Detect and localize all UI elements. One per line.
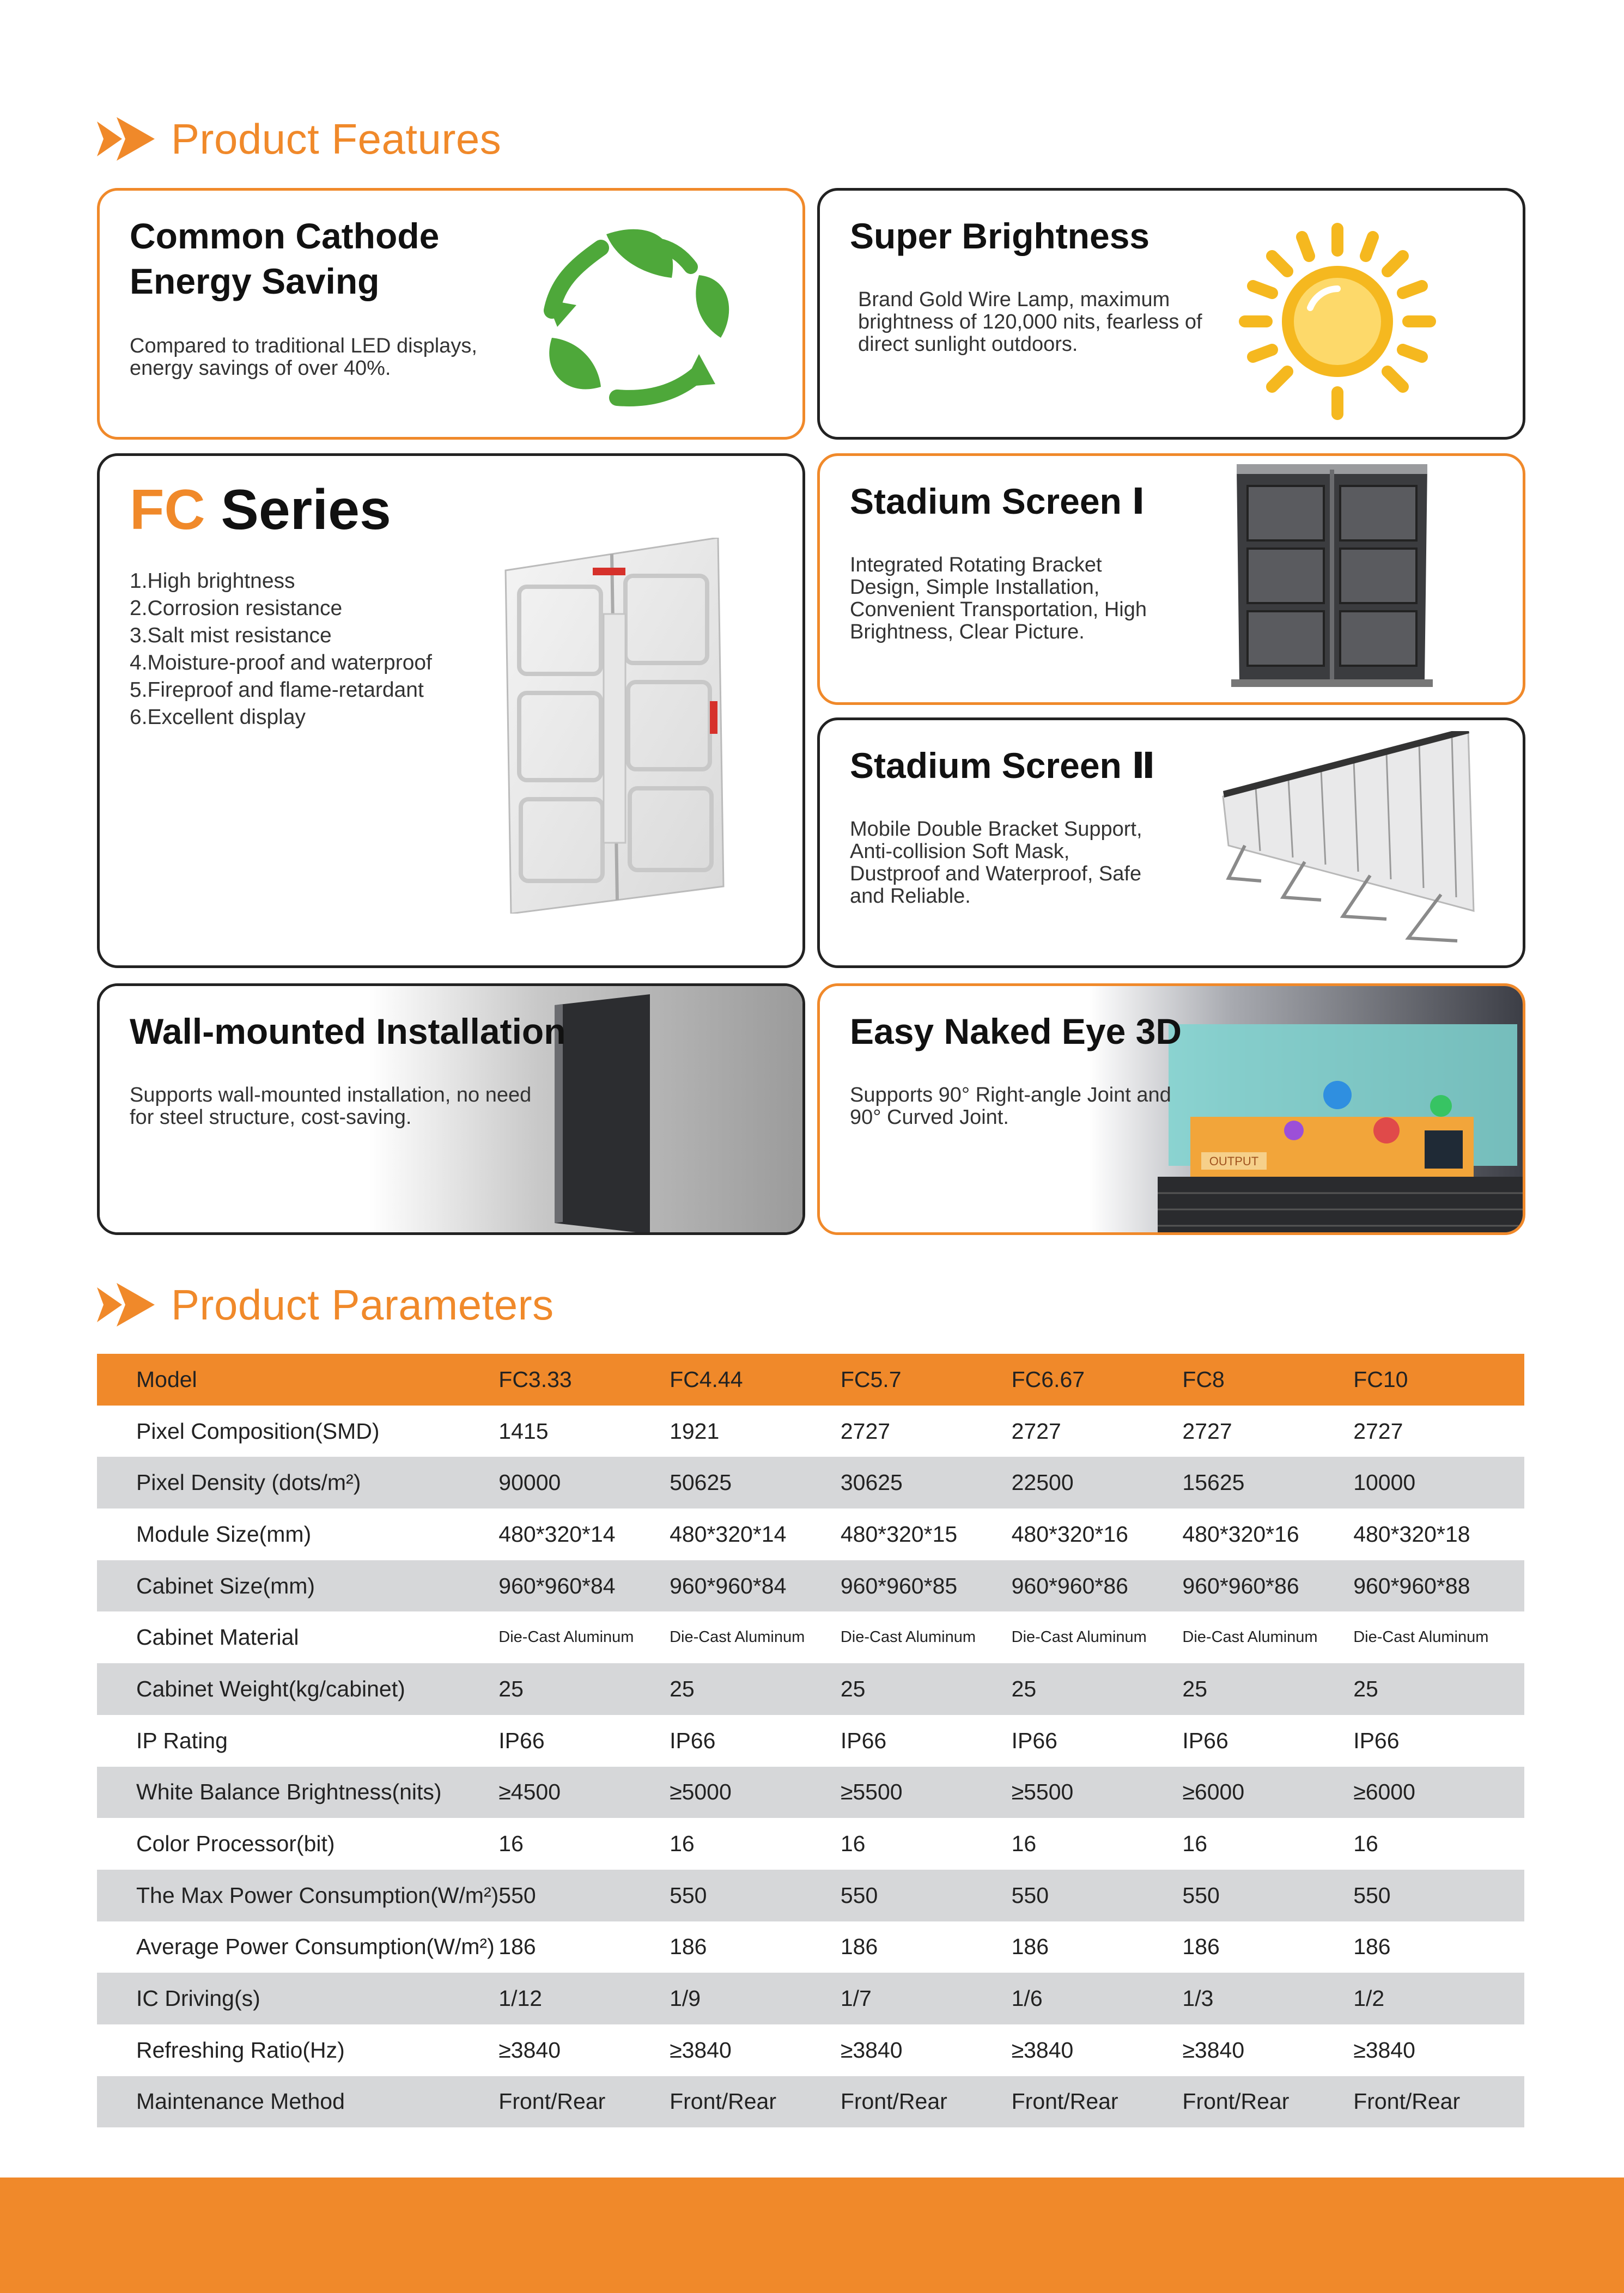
- table-cell: 16: [1353, 1831, 1378, 1857]
- table-cell: IP66: [1011, 1728, 1057, 1753]
- card-description: Supports 90° Right-angle Joint and 90° Curved Joint.: [850, 1084, 1171, 1129]
- card-title: Common Cathode Energy Saving: [130, 216, 440, 302]
- section-title: Product Parameters: [171, 1280, 554, 1329]
- table-cell: Cabinet Size(mm): [97, 1560, 498, 1612]
- table-cell: IC Driving(s): [97, 1973, 498, 2024]
- table-cell: 1415: [498, 1418, 549, 1444]
- stadium-screen-image: [1231, 464, 1433, 693]
- table-cell: 15625: [1182, 1457, 1353, 1509]
- table-cell: IP66: [670, 1728, 716, 1753]
- table-row: [97, 1611, 1524, 1663]
- table-cell: 2727: [1353, 1418, 1403, 1444]
- table-cell: FC3.33: [498, 1354, 670, 1406]
- card-title: Super Brightness: [850, 216, 1150, 256]
- table-cell: FC4.44: [670, 1354, 841, 1406]
- recycle-leaf-icon: [536, 223, 743, 409]
- table-cell: FC10: [1353, 1354, 1524, 1406]
- table-cell: Front/Rear: [670, 2076, 841, 2128]
- table-cell: 25: [498, 1663, 670, 1715]
- table-cell: 186: [1353, 1934, 1391, 1960]
- card-title: Easy Naked Eye 3D: [850, 1011, 1182, 1051]
- table-row: [97, 2076, 1524, 2128]
- list-item: 6.Excellent display: [130, 705, 306, 729]
- table-cell: ≥3840: [498, 2037, 561, 2063]
- table-cell: FC8: [1182, 1354, 1353, 1406]
- table-cell: 550: [1353, 1870, 1524, 1921]
- table-cell: Pixel Density (dots/m²): [97, 1457, 498, 1509]
- table-row: [97, 1767, 1524, 1818]
- card-description: Compared to traditional LED displays, energy savings of over 40%.: [130, 334, 477, 380]
- table-cell: Front/Rear: [1182, 2076, 1353, 2128]
- table-cell: 186: [840, 1934, 878, 1960]
- table-cell: Front/Rear: [498, 2076, 670, 2128]
- energy-saving-card: [97, 188, 805, 440]
- table-cell: 550: [670, 1870, 841, 1921]
- table-cell: 25: [1012, 1663, 1183, 1715]
- table-cell: Front/Rear: [841, 2076, 1012, 2128]
- table-cell: 1/12: [498, 1973, 670, 2024]
- section-title: Product Features: [171, 114, 502, 163]
- table-cell: IP Rating: [136, 1728, 228, 1753]
- table-cell: Average Power Consumption(W/m²): [136, 1934, 495, 1960]
- table-cell: 550: [841, 1870, 1012, 1921]
- table-cell: 16: [1182, 1831, 1208, 1857]
- list-item: 5.Fireproof and flame-retardant: [130, 678, 424, 702]
- card-description: Mobile Double Bracket Support, Anti-collision Soft Mask, Dustproof and Waterproof, Safe and Reliable.: [850, 818, 1142, 908]
- table-cell: 480*320*16: [1011, 1521, 1128, 1547]
- stadium-screen-1-card: [817, 453, 1525, 705]
- table-cell: Die-Cast Aluminum: [840, 1628, 976, 1646]
- led-cabinet-image: [489, 538, 729, 914]
- table-cell: 960*960*86: [1182, 1560, 1353, 1612]
- table-cell: 550: [498, 1870, 670, 1921]
- table-cell: ≥3840: [670, 2037, 732, 2063]
- 3d-billboard-image: [1158, 1013, 1525, 1235]
- double-arrow-icon: [97, 1283, 155, 1327]
- table-cell: 1/3: [1182, 1973, 1353, 2024]
- table-cell: 30625: [841, 1457, 1012, 1509]
- table-row: [97, 1921, 1524, 1973]
- table-row: [97, 1406, 1524, 1457]
- table-header-row: [97, 1354, 1524, 1406]
- table-cell: 16: [498, 1831, 524, 1857]
- table-row: [97, 1818, 1524, 1870]
- table-cell: 550: [1182, 1870, 1353, 1921]
- billboard-sign: OUTPUT: [1209, 1154, 1259, 1168]
- table-cell: 960*960*88: [1353, 1560, 1524, 1612]
- table-cell: Die-Cast Aluminum: [498, 1628, 634, 1646]
- table-cell: 480*320*14: [670, 1521, 787, 1547]
- table-cell: 480*320*16: [1182, 1521, 1299, 1547]
- table-cell: 480*320*14: [498, 1521, 616, 1547]
- table-cell: 25: [841, 1663, 1012, 1715]
- table-cell: 1921: [670, 1418, 720, 1444]
- table-row: [97, 1663, 1524, 1715]
- table-row: [97, 2024, 1524, 2076]
- table-cell: The Max Power Consumption(W/m²): [97, 1870, 498, 1921]
- table-cell: Color Processor(bit): [136, 1831, 335, 1857]
- table-row: [97, 1457, 1524, 1509]
- table-cell: Front/Rear: [1012, 2076, 1183, 2128]
- table-cell: 480*320*18: [1353, 1521, 1470, 1547]
- super-brightness-card: [817, 188, 1525, 440]
- card-description: Brand Gold Wire Lamp, maximum brightness of 120,000 nits, fearless of direct sunlight outdoors.: [858, 288, 1202, 356]
- table-cell: ≥3840: [1182, 2037, 1245, 2063]
- table-cell: White Balance Brightness(nits): [97, 1767, 498, 1818]
- features-heading: [97, 112, 501, 166]
- table-cell: 1/6: [1012, 1973, 1183, 2024]
- table-cell: IP66: [1182, 1728, 1228, 1753]
- card-title: Stadium Screen Ⅰ: [850, 481, 1145, 521]
- table-cell: Front/Rear: [1353, 2076, 1524, 2128]
- table-cell: 25: [1353, 1663, 1524, 1715]
- card-title: Stadium Screen Ⅱ: [850, 745, 1155, 786]
- table-cell: 25: [670, 1663, 841, 1715]
- table-cell: 16: [840, 1831, 866, 1857]
- table-cell: 960*960*84: [498, 1560, 670, 1612]
- table-cell: Die-Cast Aluminum: [1182, 1628, 1318, 1646]
- table-cell: Die-Cast Aluminum: [1353, 1628, 1489, 1646]
- footer-bar: [0, 2178, 1624, 2293]
- table-cell: ≥3840: [840, 2037, 903, 2063]
- card-description: Supports wall-mounted installation, no need for steel structure, cost-saving.: [130, 1084, 532, 1129]
- table-cell: 10000: [1353, 1457, 1524, 1509]
- table-row: [97, 1870, 1524, 1921]
- table-cell: 1/2: [1353, 1973, 1524, 2024]
- table-cell: 2727: [1182, 1418, 1232, 1444]
- table-cell: ≥3840: [1353, 2037, 1415, 2063]
- table-cell: 186: [1182, 1934, 1220, 1960]
- list-item: 3.Salt mist resistance: [130, 624, 332, 647]
- fc-series-card: [97, 453, 805, 968]
- table-cell: ≥5500: [1012, 1767, 1183, 1818]
- table-cell: Cabinet Weight(kg/cabinet): [97, 1663, 498, 1715]
- table-cell: ≥6000: [1353, 1767, 1524, 1818]
- series-title: FC Series: [130, 478, 391, 542]
- feature-list: [130, 568, 432, 731]
- table-cell: ≥5500: [841, 1767, 1012, 1818]
- wall-mounted-card: [97, 983, 805, 1235]
- table-cell: Die-Cast Aluminum: [1011, 1628, 1147, 1646]
- table-cell: ≥4500: [498, 1767, 670, 1818]
- list-item: 1.High brightness: [130, 569, 295, 593]
- table-cell: ≥6000: [1182, 1767, 1353, 1818]
- table-cell: Pixel Composition(SMD): [136, 1418, 380, 1444]
- table-row: [97, 1560, 1524, 1612]
- table-cell: Maintenance Method: [97, 2076, 498, 2128]
- table-cell: 960*960*84: [670, 1560, 841, 1612]
- table-cell: 90000: [498, 1457, 670, 1509]
- table-cell: 1/9: [670, 1973, 841, 2024]
- table-cell: 22500: [1012, 1457, 1183, 1509]
- parameters-heading: [97, 1278, 554, 1332]
- stadium-screen-2-card: [817, 717, 1525, 968]
- parameters-table: [97, 1354, 1524, 2127]
- table-cell: ≥3840: [1011, 2037, 1074, 2063]
- table-cell: 25: [1182, 1663, 1353, 1715]
- table-cell: 1/7: [841, 1973, 1012, 2024]
- table-cell: 16: [670, 1831, 695, 1857]
- table-cell: ≥5000: [670, 1767, 841, 1818]
- table-cell: 480*320*15: [840, 1521, 958, 1547]
- table-cell: 186: [498, 1934, 536, 1960]
- table-cell: 550: [1012, 1870, 1183, 1921]
- table-cell: 960*960*86: [1012, 1560, 1183, 1612]
- table-cell: Cabinet Material: [136, 1625, 299, 1650]
- table-cell: Model: [97, 1354, 498, 1406]
- sun-icon: [1228, 212, 1446, 430]
- card-description: Integrated Rotating Bracket Design, Simple Installation, Convenient Transportation, High Brightness, Clear Picture.: [850, 554, 1147, 644]
- table-cell: 186: [670, 1934, 707, 1960]
- table-cell: 186: [1011, 1934, 1049, 1960]
- table-row: [97, 1715, 1524, 1767]
- table-cell: IP66: [1353, 1728, 1400, 1753]
- table-cell: 2727: [840, 1418, 891, 1444]
- table-row: [97, 1973, 1524, 2024]
- table-cell: FC5.7: [841, 1354, 1012, 1406]
- table-row: [97, 1509, 1524, 1560]
- table-cell: IP66: [498, 1728, 545, 1753]
- table-cell: 2727: [1011, 1418, 1061, 1444]
- table-cell: IP66: [840, 1728, 887, 1753]
- list-item: 4.Moisture-proof and waterproof: [130, 651, 432, 674]
- list-item: 2.Corrosion resistance: [130, 597, 343, 620]
- table-cell: 960*960*85: [841, 1560, 1012, 1612]
- card-title: Wall-mounted Installation: [130, 1011, 566, 1051]
- double-arrow-icon: [97, 117, 155, 161]
- table-cell: Module Size(mm): [136, 1521, 312, 1547]
- naked-eye-3d-card: [817, 983, 1525, 1235]
- table-cell: 50625: [670, 1457, 841, 1509]
- table-cell: 16: [1011, 1831, 1037, 1857]
- table-cell: FC6.67: [1012, 1354, 1183, 1406]
- table-cell: Refreshing Ratio(Hz): [136, 2037, 345, 2063]
- stadium-screen-row-image: [1212, 731, 1490, 949]
- table-cell: Die-Cast Aluminum: [670, 1628, 805, 1646]
